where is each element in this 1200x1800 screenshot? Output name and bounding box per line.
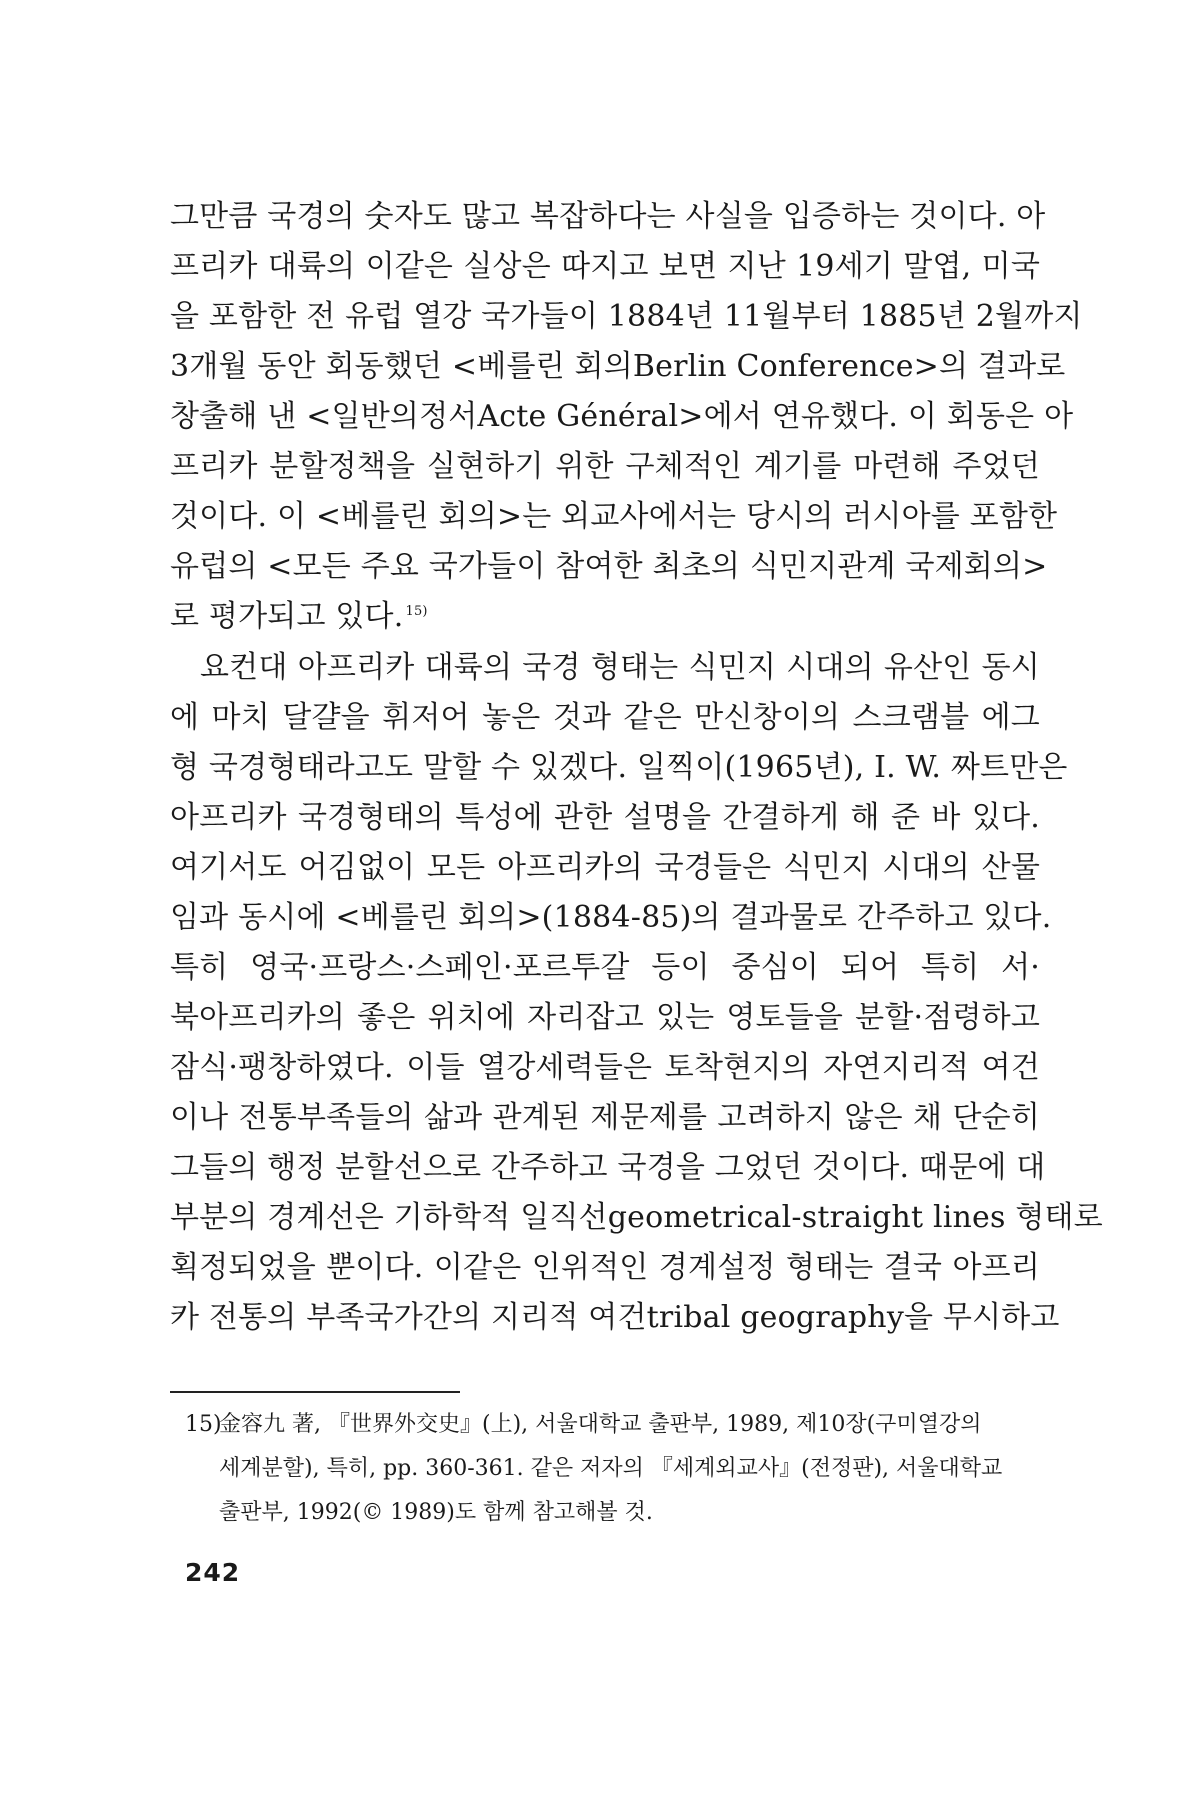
paragraph-1 xyxy=(170,192,1083,642)
text-line-last xyxy=(170,592,1040,642)
text-line: 을 포함한 전 유럽 열강 국가들이 1884년 11월부터 1885년 2월까지 xyxy=(170,299,1083,334)
footnote-divider xyxy=(170,1391,460,1393)
text-line: 창출해 낸 <일반의정서Acte Général>에서 연유했다. 이 회동은 아 xyxy=(170,399,1074,434)
paragraph-2 xyxy=(170,643,1103,1343)
text-line: 잠식·팽창하였다. 이들 열강세력들은 토착현지의 자연지리적 여건 xyxy=(170,1050,1040,1085)
text-line: 아프리카 국경형태의 특성에 관한 설명을 간결하게 해 준 바 있다. xyxy=(170,800,1040,835)
page-number: 242 xyxy=(185,1558,241,1587)
text-line: 그만큼 국경의 숫자도 많고 복잡하다는 사실을 입증하는 것이다. 아 xyxy=(170,199,1046,234)
text-line: 3개월 동안 회동했던 <베를린 회의Berlin Conference>의 결과로 xyxy=(170,349,1066,384)
footnote-line: 세계분할), 특히, pp. 360-361. 같은 저자의 『세계외교사』(전정판), 서울대학교 xyxy=(219,1456,1003,1481)
text-line: 여기서도 어김없이 모든 아프리카의 국경들은 식민지 시대의 산물 xyxy=(170,850,1040,885)
text-line: 프리카 분할정책을 실현하기 위한 구체적인 계기를 마련해 주었던 xyxy=(170,449,1040,484)
text-line: 임과 동시에 <베를린 회의>(1884-85)의 결과물로 간주하고 있다. xyxy=(170,900,1052,935)
text-line: 유럽의 <모든 주요 국가들이 참여한 최초의 식민지관계 국제회의> xyxy=(170,549,1048,584)
text-line: 획정되었을 뿐이다. 이같은 인위적인 경계설정 형태는 결국 아프리 xyxy=(170,1250,1040,1285)
footnote xyxy=(185,1403,1040,1535)
text-line: 부분의 경계선은 기하학적 일직선geometrical-straight lines 형태로 xyxy=(170,1200,1103,1235)
text-line: 것이다. 이 <베를린 회의>는 외교사에서는 당시의 러시아를 포함한 xyxy=(170,499,1058,534)
text-line: 특히 영국·프랑스·스페인·포르투갈 등이 중심이 되어 특히 서· xyxy=(170,950,1040,985)
text-line-content: 로 평가되고 있다. xyxy=(170,599,404,634)
footnote-number: 15) xyxy=(185,1412,222,1437)
footnote-line: 출판부, 1992(© 1989)도 함께 참고해볼 것. xyxy=(219,1500,653,1525)
text-line: 형 국경형태라고도 말할 수 있겠다. 일찍이(1965년), I. W. 짜트만은 xyxy=(170,750,1068,785)
footnote-text: 金容九 著, 『世界外交史』(上), 서울대학교 출판부, 1989, 제10장(구미열강의 xyxy=(219,1412,982,1437)
text-line: 그들의 행정 분할선으로 간주하고 국경을 그었던 것이다. 때문에 대 xyxy=(170,1150,1046,1185)
footnote-reference[interactable]: 15) xyxy=(405,604,428,619)
text-line: 이나 전통부족들의 삶과 관계된 제문제를 고려하지 않은 채 단순히 xyxy=(170,1100,1040,1135)
text-line: 프리카 대륙의 이같은 실상은 따지고 보면 지난 19세기 말엽, 미국 xyxy=(170,249,1040,284)
text-line: 북아프리카의 좋은 위치에 자리잡고 있는 영토들을 분할·점령하고 xyxy=(170,1000,1040,1035)
footnote-line xyxy=(185,1403,1040,1447)
text-line: 요컨대 아프리카 대륙의 국경 형태는 식민지 시대의 유산인 동시 xyxy=(200,650,1040,685)
text-line: 카 전통의 부족국가간의 지리적 여건tribal geography을 무시하고 xyxy=(170,1300,1060,1335)
text-line: 에 마치 달걀을 휘저어 놓은 것과 같은 만신창이의 스크램블 에그 xyxy=(170,700,1040,735)
